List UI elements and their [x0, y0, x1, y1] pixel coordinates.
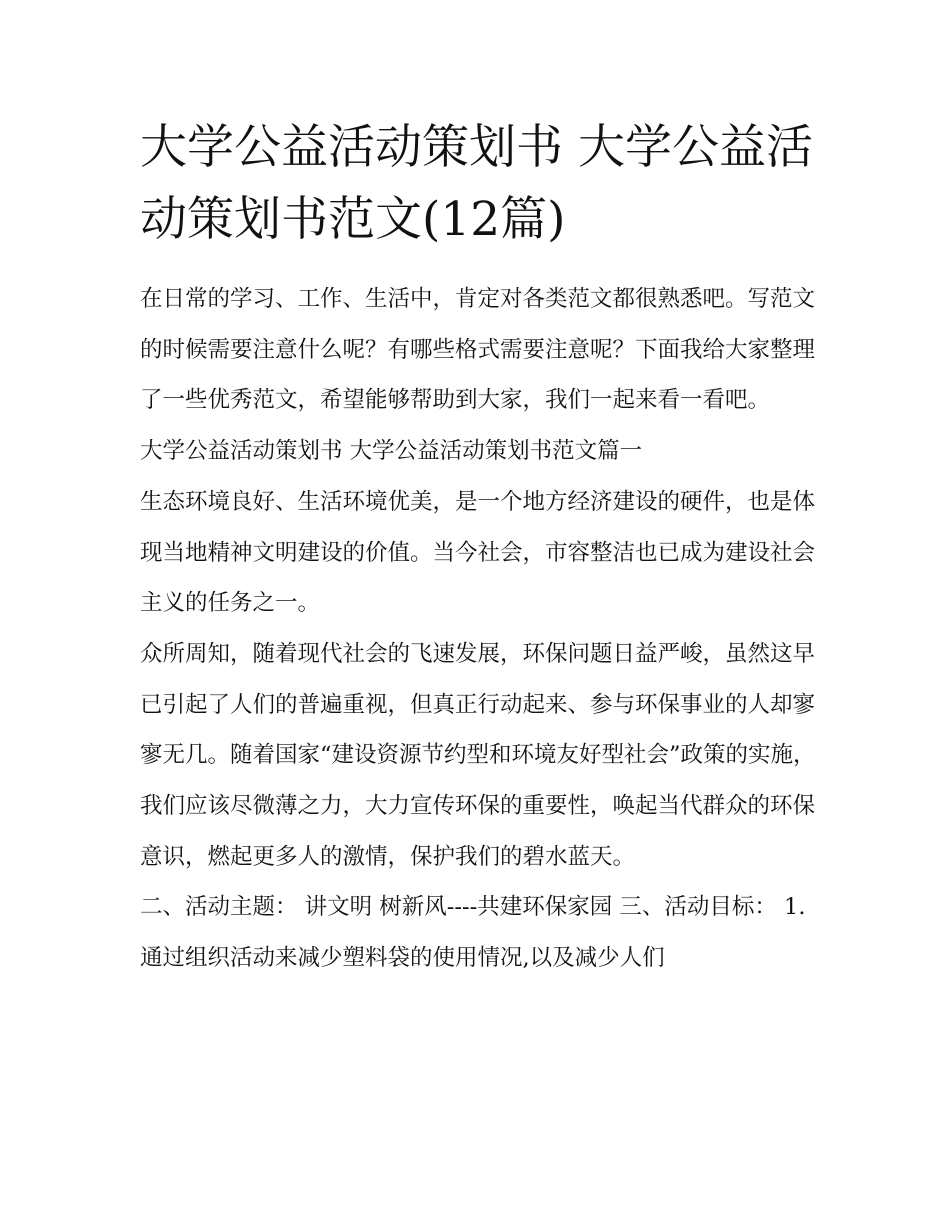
- intro-paragraph: 在日常的学习、工作、生活中，肯定对各类范文都很熟悉吧。写范文的时候需要注意什么呢？有哪些格式需要注意呢？下面我给大家整理了一些优秀范文，希望能够帮助到大家，我们一起来看一看吧。: [140, 286, 816, 414]
- document-title: 大学公益活动策划书 大学公益活动策划书范文(12篇): [140, 120, 813, 247]
- body-paragraph: 生态环境良好、生活环境优美，是一个地方经济建设的硬件，也是体现当地精神文明建设的价值。当今社会，市容整洁也已成为建设社会主义的任务之一。: [140, 488, 816, 617]
- document-body: [140, 274, 825, 984]
- body-paragraph: 众所周知，随着现代社会的飞速发展，环保问题日益严峻，虽然这早已引起了人们的普遍重视，但真正行动起来、参与环保事业的人却寥寥无几。随着国家“建设资源节约型和环境友好型社会”政策的实施，我们应该尽微薄之力，大力宣传环保的重要性，唤起当代群众的环保意识，燃起更多人的激情，保护我们的碧水蓝天。: [140, 640, 816, 870]
- section-heading: 大学公益活动策划书 大学公益活动策划书范文篇一: [140, 438, 643, 465]
- body-paragraph: 二、活动主题： 讲文明 树新风----共建环保家园 三、活动目标： 1.通过组织活动来减少塑料袋的使用情况,以及减少人们: [140, 894, 806, 972]
